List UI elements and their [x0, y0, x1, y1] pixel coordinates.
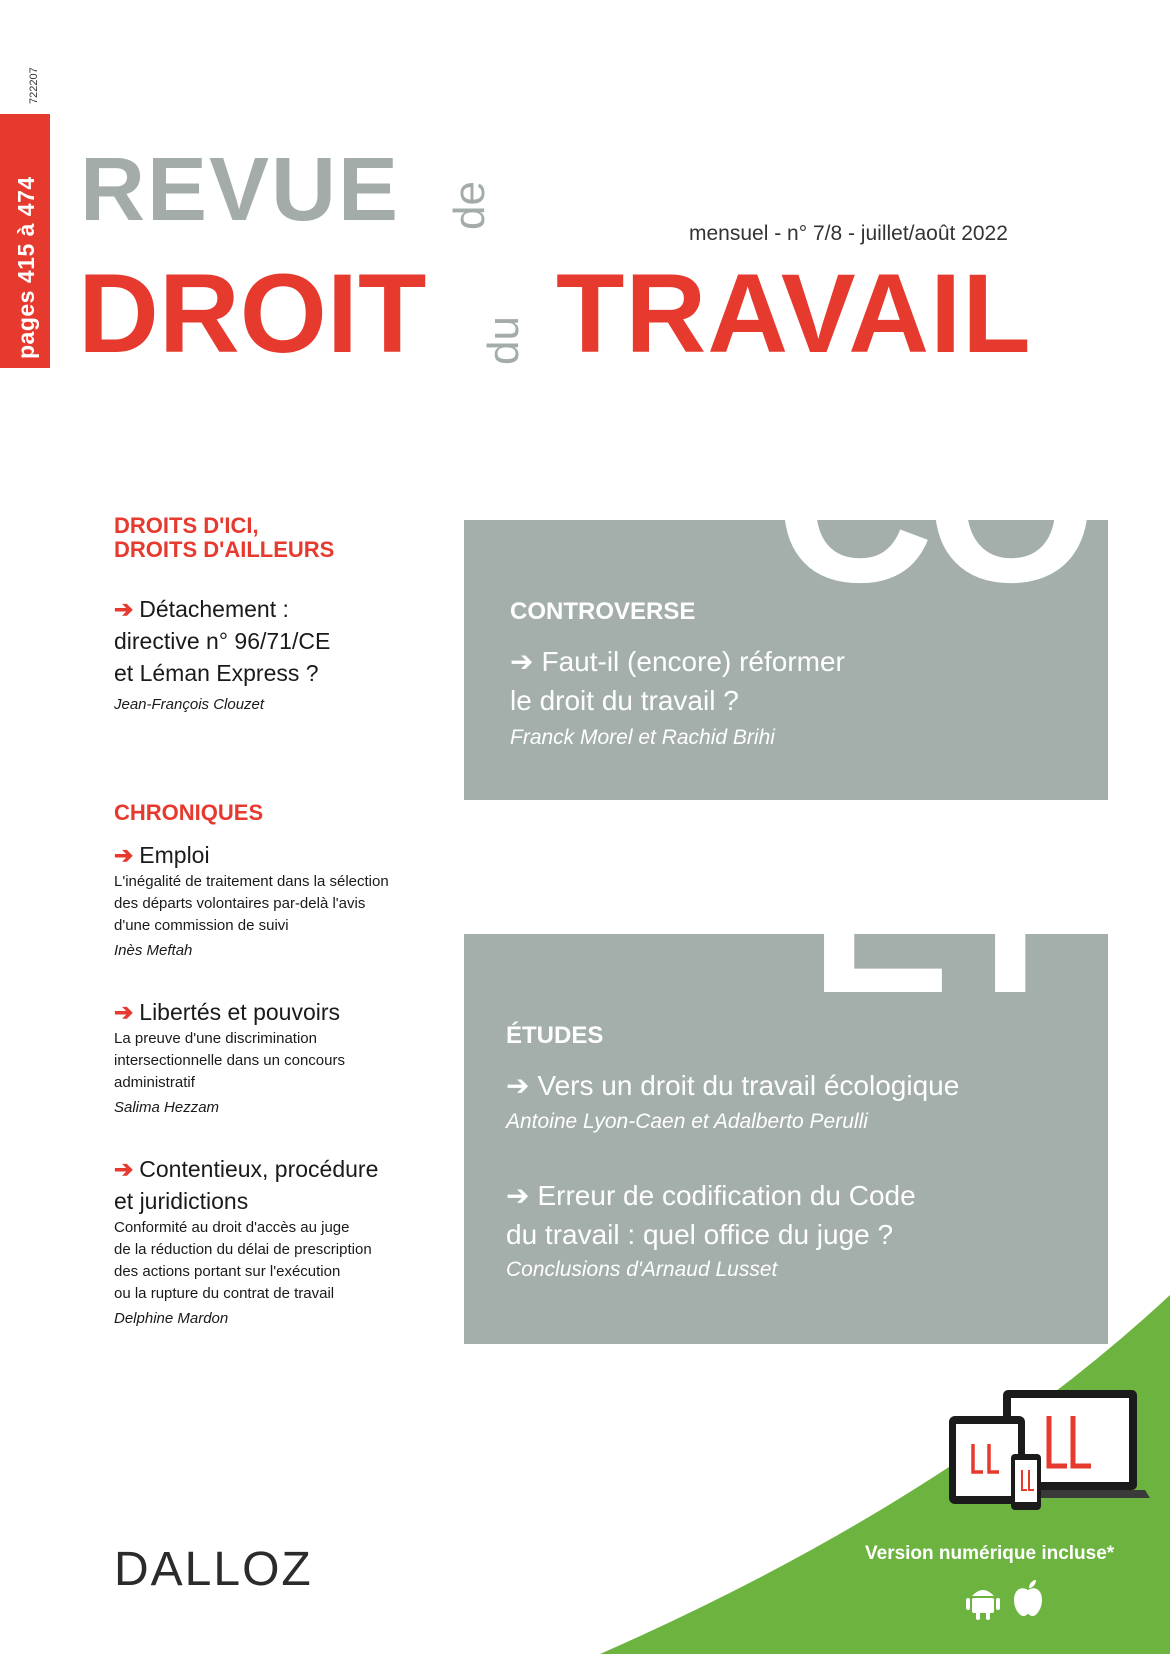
controverse-article[interactable] [510, 643, 845, 750]
catalog-code-text: 722207 [28, 67, 40, 104]
chronique-desc: L'inégalité de traitement dans la sélection [114, 873, 389, 891]
chroniques-heading: CHRONIQUES [114, 800, 264, 825]
publisher-logo: DALLOZ [114, 1543, 313, 1596]
chronique-desc: ou la rupture du contrat de travail [114, 1284, 335, 1302]
chronique-desc: d'une commission de suivi [114, 916, 289, 934]
controverse-deco-text: CO [775, 382, 1089, 628]
droits-heading-line1: DROITS D'ICI, [114, 513, 259, 538]
controverse-author: Franck Morel et Rachid Brihi [510, 726, 775, 750]
chronique-title-2: et juridictions [114, 1188, 249, 1215]
pages-tab [0, 114, 50, 368]
etudes-deco-letters [810, 802, 1071, 1037]
chronique-desc: des départs volontaires par-delà l'avis [114, 894, 366, 912]
etudes-heading: ÉTUDES [506, 1022, 604, 1049]
chronique-title: Libertés et pouvoirs [139, 999, 341, 1025]
chronique-desc: des actions portant sur l'exécution [114, 1262, 341, 1280]
chronique-title: Emploi [139, 842, 210, 868]
chronique-author: Salima Hezzam [114, 1099, 220, 1117]
etudes-title-2: du travail : quel office du juge ? [506, 1218, 894, 1250]
arrow-icon: ➔ [114, 842, 134, 868]
etudes-article-2[interactable] [506, 1177, 916, 1282]
droits-heading [114, 514, 334, 562]
controverse-title-1: Faut-il (encore) réformer [541, 646, 845, 677]
detachement-title-2: directive n° 96/71/CE [114, 628, 331, 655]
detachement-article[interactable] [114, 593, 330, 713]
arrow-icon: ➔ [506, 1070, 530, 1101]
issue-info: mensuel - n° 7/8 - juillet/août 2022 [689, 222, 1008, 245]
devices-icon [945, 1386, 1150, 1536]
android-icon [966, 1582, 1000, 1620]
apple-icon [1012, 1578, 1044, 1618]
detachement-title-3: et Léman Express ? [114, 660, 319, 687]
masthead-revue: REVUE [80, 140, 401, 240]
arrow-icon: ➔ [114, 1156, 134, 1182]
chronique-author: Inès Meftah [114, 942, 193, 960]
arrow-icon: ➔ [510, 646, 534, 677]
detachement-author: Jean-François Clouzet [114, 695, 265, 713]
etudes-deco-text: ET [810, 802, 1071, 1037]
chronique-desc: administratif [114, 1073, 195, 1091]
detachement-title-1: Détachement : [139, 596, 289, 622]
chronique-desc: intersectionnelle dans un concours [114, 1051, 345, 1069]
chronique-libertes[interactable] [114, 996, 345, 1116]
chronique-contentieux[interactable] [114, 1153, 378, 1327]
arrow-icon: ➔ [506, 1180, 530, 1211]
chronique-desc: de la réduction du délai de prescription [114, 1241, 372, 1259]
arrow-icon: ➔ [114, 596, 134, 622]
etudes-author: Antoine Lyon-Caen et Adalberto Perulli [506, 1109, 868, 1133]
controverse-title-2: le droit du travail ? [510, 684, 739, 716]
catalog-code [28, 40, 44, 104]
controverse-deco-letters [775, 382, 1089, 628]
masthead-travail: TRAVAIL [556, 251, 1032, 376]
masthead-de: de [445, 181, 494, 230]
controverse-heading: CONTROVERSE [510, 598, 696, 625]
pages-tab-text: pages 415 à 474 [13, 176, 39, 359]
masthead-du: du [479, 316, 528, 365]
etudes-author: Conclusions d'Arnaud Lusset [506, 1258, 778, 1282]
chronique-emploi[interactable] [114, 839, 389, 959]
chronique-desc: Conformité au droit d'accès au juge [114, 1219, 350, 1237]
arrow-icon: ➔ [114, 999, 134, 1025]
masthead-droit: DROIT [78, 251, 427, 376]
etudes-title: Erreur de codification du Code [537, 1180, 916, 1211]
chronique-author: Delphine Mardon [114, 1310, 229, 1328]
etudes-article-1[interactable] [506, 1067, 959, 1134]
droits-heading-line2: DROITS D'AILLEURS [114, 537, 335, 563]
chronique-desc: La preuve d'une discrimination [114, 1030, 317, 1048]
etudes-title: Vers un droit du travail écologique [537, 1070, 960, 1101]
chronique-title: Contentieux, procédure [139, 1156, 379, 1182]
version-numerique: Version numérique incluse* [865, 1543, 1115, 1564]
